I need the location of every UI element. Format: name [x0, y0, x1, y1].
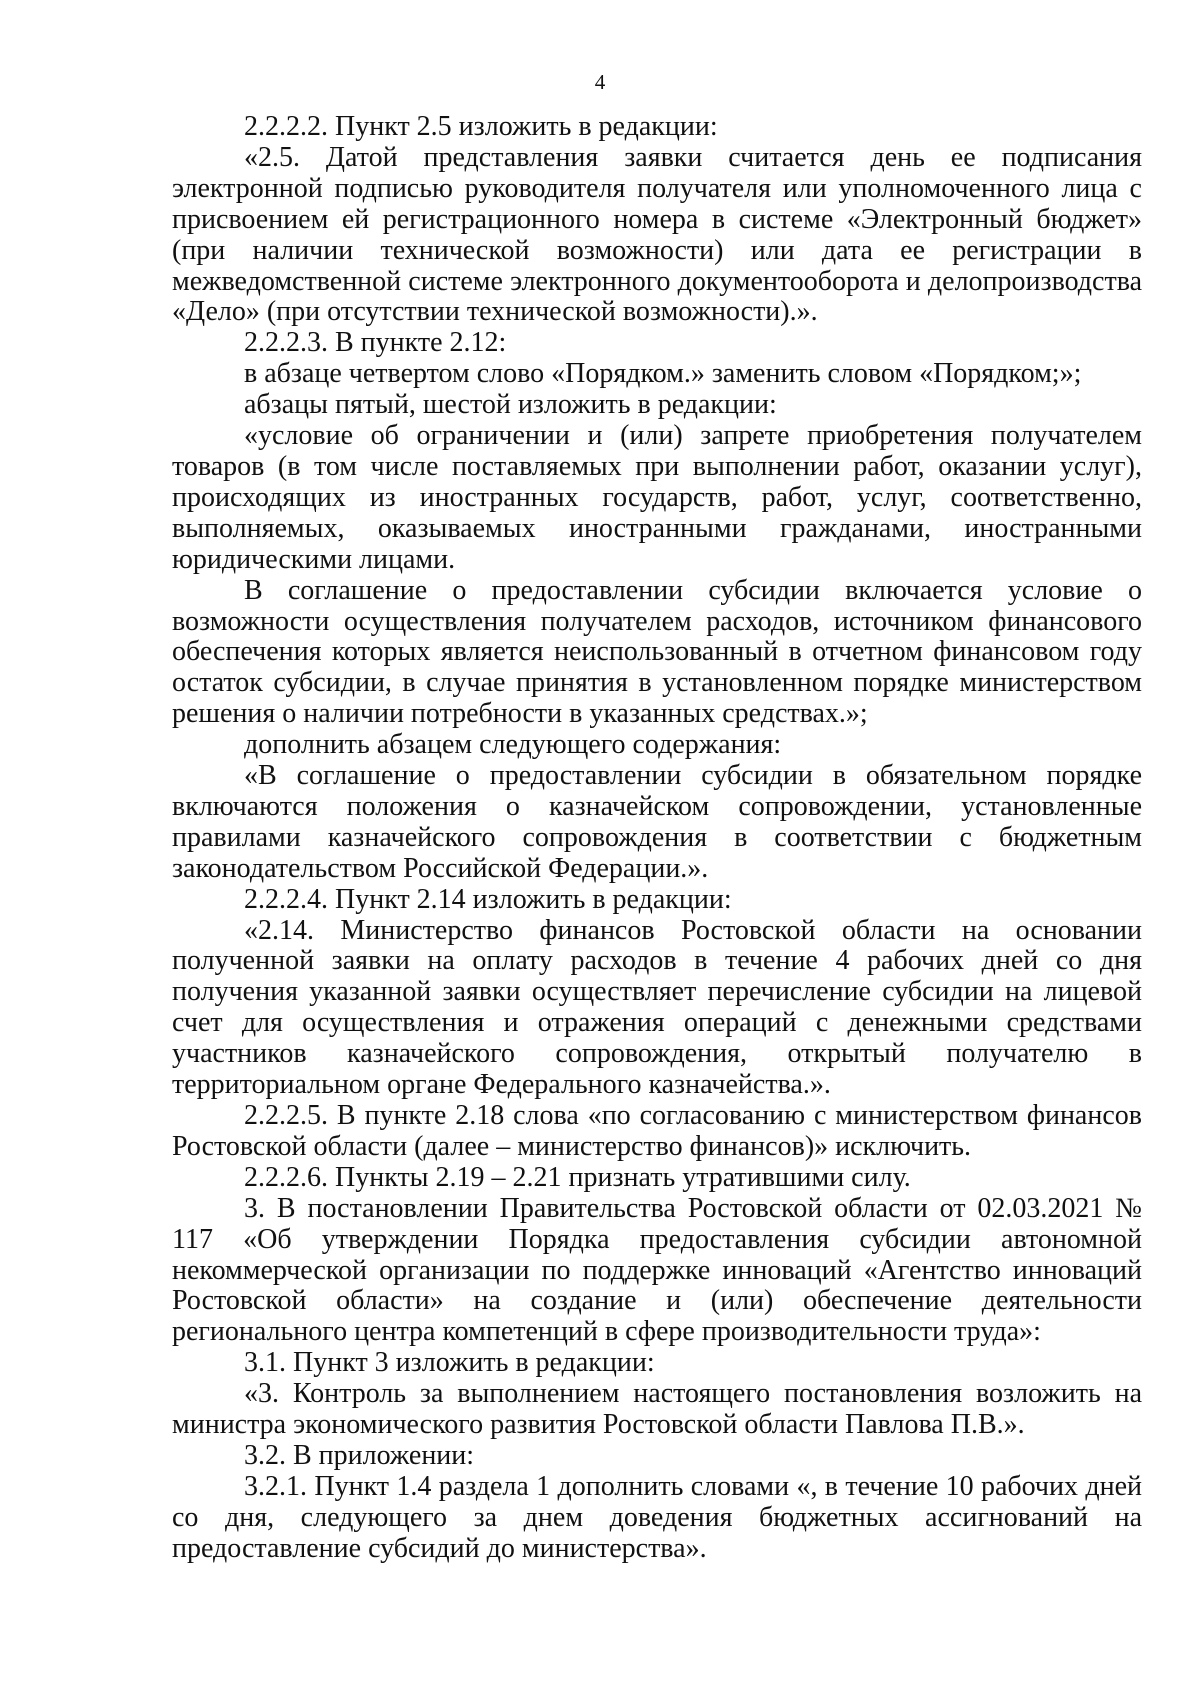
paragraph-treasury-support: «В соглашение о предоставлении субсидии в обязательном порядке включаются положения о казначейском сопровождении, установленные правилами казначейского сопровождения в соответствии с бюджетным законодательством Российской Федерации.». — [172, 760, 1142, 884]
paragraph-condition-restriction: «условие об ограничении и (или) запрете приобретения получателем товаров (в том числе поставляемых при выполнении работ, оказании услуг), происходящих из иностранных государств, работ, услуг, соответственно, выполняемых, оказываемых иностранными гражданами, иностранными юридическими лицами. — [172, 420, 1142, 575]
paragraph-2-2-2-5: 2.2.2.5. В пункте 2.18 слова «по согласованию с министерством финансов Ростовской области (далее – министерство финансов)» исключить. — [172, 1100, 1142, 1162]
paragraph-agreement-condition: В соглашение о предоставлении субсидии включается условие о возможности осуществления получателем расходов, источником финансового обеспечения которых является неиспользованный в отчетном финансовом году остаток субсидии, в случае принятия в установленном порядке министерством решения о наличии потребности в указанных средствах.»; — [172, 574, 1142, 730]
paragraph-abzac-4: в абзаце четвертом слово «Порядком.» заменить словом «Порядком;»; — [244, 358, 1082, 390]
paragraph-2-2-2-4: 2.2.2.4. Пункт 2.14 изложить в редакции: — [244, 883, 732, 915]
paragraph-3-2-1: 3.2.1. Пункт 1.4 раздела 1 дополнить словами «, в течение 10 рабочих дней со дня, следующего за днем доведения бюджетных ассигнований на предоставление субсидий до министерства». — [172, 1470, 1142, 1564]
paragraph-2-14-text: «2.14. Министерство финансов Ростовской области на основании полученной заявки на оплату расходов в течение 4 рабочих дней со дня получения указанной заявки осуществляет перечисление субсидии на лицевой счет для осуществления и отражения операций с денежными средствами участников казначейского сопровождения, открытый получателю в территориальном органе Федерального казначейства.». — [172, 914, 1142, 1101]
paragraph-2-2-2-3: 2.2.2.3. В пункте 2.12: — [244, 327, 507, 359]
paragraph-2-2-2-2: 2.2.2.2. Пункт 2.5 изложить в редакции: — [244, 111, 718, 142]
paragraph-3-1: 3.1. Пункт 3 изложить в редакции: — [244, 1347, 655, 1379]
paragraph-2-2-2-6: 2.2.2.6. Пункты 2.19 – 2.21 признать утратившими силу. — [244, 1161, 911, 1193]
paragraph-add-abzac: дополнить абзацем следующего содержания: — [244, 729, 782, 761]
paragraph-2-5-text: «2.5. Датой представления заявки считается день ее подписания электронной подписью руководителя получателя или уполномоченного лица с присвоением ей регистрационного номера в системе «Электронный бюджет» (при наличии технической возможности) или дата ее регистрации в межведомственной системе электронного документооборота и делопроизводства «Дело» (при отсутствии технической возможности).». — [172, 141, 1142, 328]
paragraph-3-2: 3.2. В приложении: — [244, 1439, 475, 1471]
paragraph-abzac-5-6: абзацы пятый, шестой изложить в редакции: — [244, 389, 777, 421]
paragraph-3-text: «3. Контроль за выполнением настоящего постановления возложить на министра экономического развития Ростовской области Павлова П.В.». — [172, 1378, 1142, 1441]
paragraph-3: 3. В постановлении Правительства Ростовской области от 02.03.2021 № 117 «Об утверждении Порядка предоставления субсидии автономной некоммерческой организации по поддержке инноваций «Агентство инноваций Ростовской области» на создание и (или) обеспечение деятельности регионального центра компетенций в сфере производительности труда»: — [172, 1192, 1142, 1348]
document-body — [172, 112, 1142, 1565]
page-number: 4 — [594, 70, 606, 94]
